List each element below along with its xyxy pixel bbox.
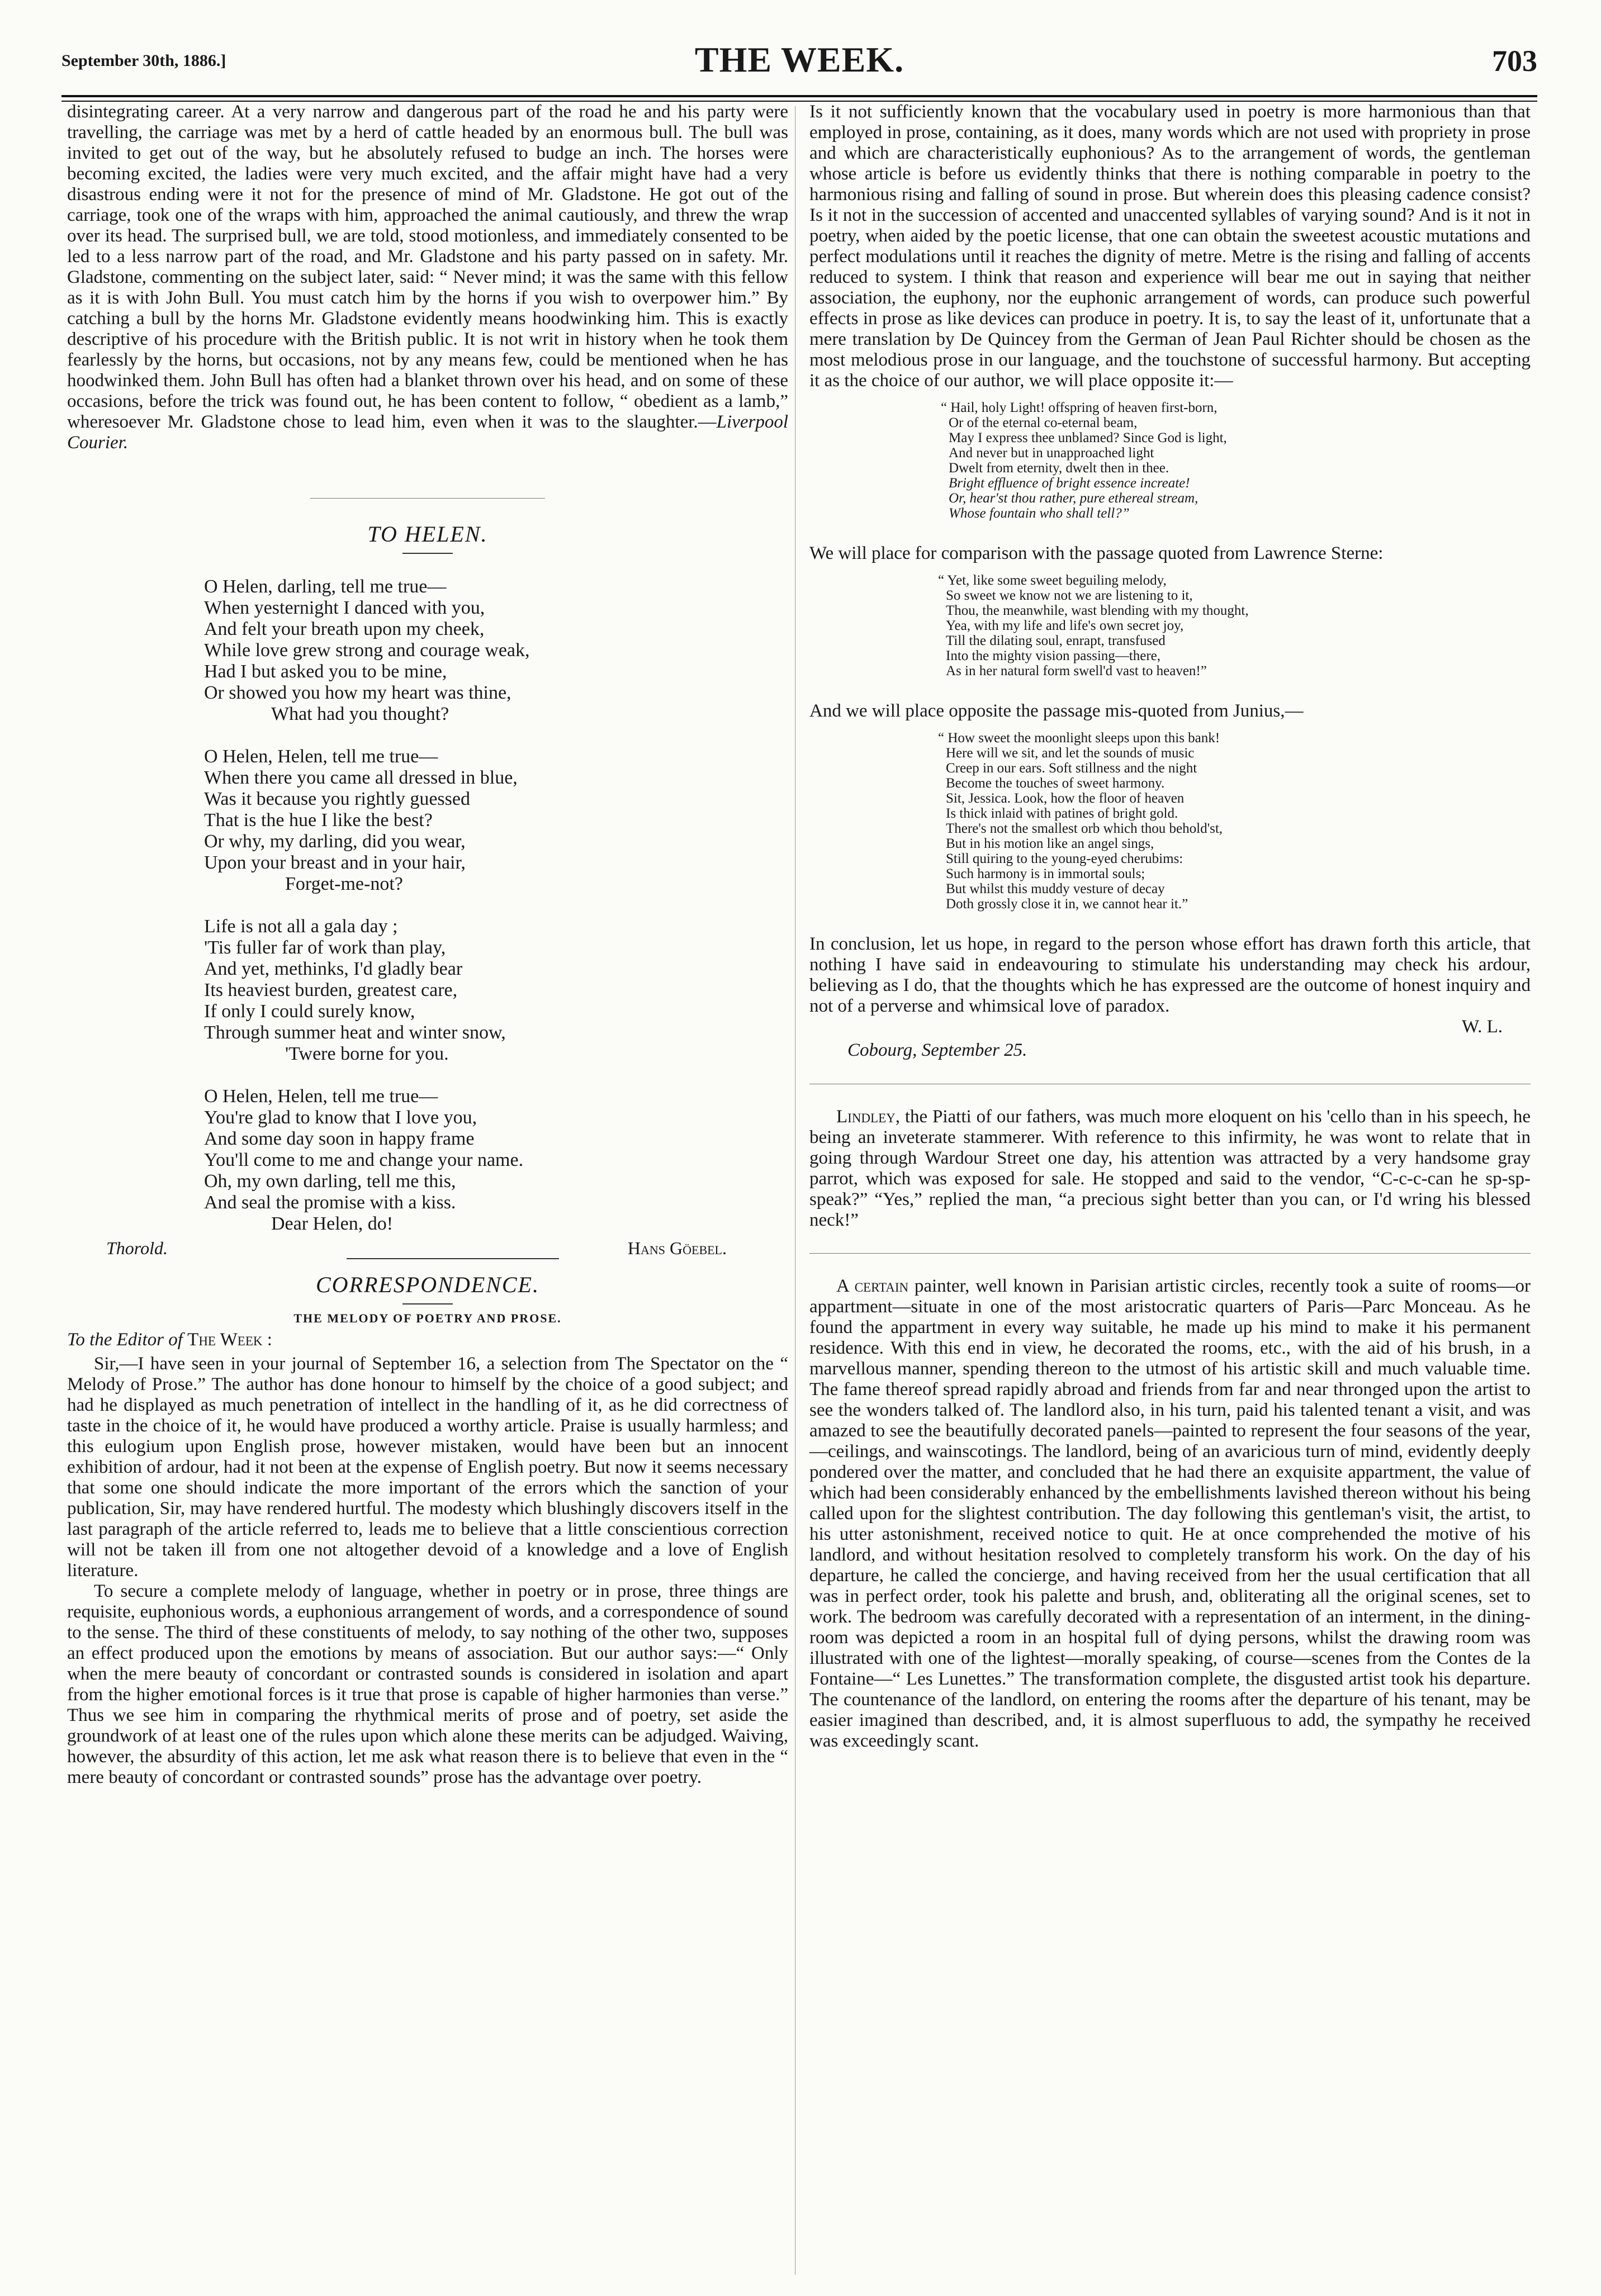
title-rule bbox=[402, 1303, 453, 1304]
quote-line: Doth grossly close it in, we cannot hear it.” bbox=[946, 896, 1188, 912]
page-number: 703 bbox=[1492, 44, 1537, 78]
quote-line: There's not the smallest orb which thou behold'st, bbox=[946, 821, 1223, 836]
quote-line: So sweet we know not we are listening to it, bbox=[946, 588, 1193, 603]
poem-line: Forget-me-not? bbox=[285, 874, 403, 894]
quote-milton bbox=[941, 400, 1531, 521]
poem-line: When yesternight I danced with you, bbox=[204, 597, 485, 618]
poem-place: Thorold. bbox=[106, 1238, 168, 1258]
quote-line: As in her natural form swell'd vast to heaven!” bbox=[946, 663, 1207, 679]
article-source: Liverpool Courier. bbox=[67, 412, 788, 453]
poem-line: Had I but asked you to be mine, bbox=[204, 661, 447, 682]
quote-line: Creep in our ears. Soft stillness and the night bbox=[946, 761, 1197, 776]
poem-line: Oh, my own darling, tell me this, bbox=[204, 1171, 456, 1192]
poem-line: Its heaviest burden, greatest care, bbox=[204, 980, 458, 1000]
poem-line: That is the hue I like the best? bbox=[204, 810, 433, 831]
poem-line: Life is not all a gala day ; bbox=[204, 916, 398, 937]
poem-line: O Helen, darling, tell me true— bbox=[204, 576, 447, 597]
quote-line: But in his motion like an angel sings, bbox=[946, 836, 1154, 851]
poem-line: And yet, methinks, I'd gladly bear bbox=[204, 959, 463, 979]
poem-line: You'll come to me and change your name. bbox=[204, 1150, 524, 1170]
quote-line: Such harmony is in immortal souls; bbox=[946, 866, 1145, 881]
header-rule-thick bbox=[61, 95, 1537, 97]
poem-line: Through summer heat and winter snow, bbox=[204, 1022, 506, 1043]
poem-line: Was it because you rightly guessed bbox=[204, 789, 470, 809]
poem-stanza bbox=[204, 1086, 788, 1235]
quote-line: “ How sweet the moonlight sleeps upon this bank! bbox=[938, 730, 1220, 746]
letter-paragraph: We will place for comparison with the passage quoted from Lawrence Sterne: bbox=[809, 543, 1384, 563]
poem-to-helen bbox=[204, 576, 788, 1235]
masthead-title: THE WEEK. bbox=[694, 40, 904, 79]
letter-salutation: To the Editor of The Week : bbox=[67, 1330, 272, 1350]
left-column bbox=[67, 102, 788, 1788]
signature-rule bbox=[347, 1258, 559, 1259]
letter-paragraph: Sir,—I have seen in your journal of September 16, a selection from The Spectator on the “ Melody of Prose.” The author has done honour to himself by the choice of a good subject; and had he displayed as much penetration of intellect in the handling of it, as he did correctness of taste in the choice of it, he would have produced a worthy article. Praise is usually harmless; and this eulogium upon English prose, however mistaken, would have been but an innocent exhibition of ardour, had it not been at the expense of English poetry. But now it seems necessary that some one should indicate the more important of the errors which the sanction of your publication, Sir, may have rendered hurtful. The modesty which blushingly discovers itself in the last paragraph of the article referred to, leads me to believe that a little conscientious correction will not be taken ill from one not altogether devoid of a knowledge and a love of English literature. bbox=[67, 1354, 788, 1581]
page-header bbox=[61, 22, 1537, 92]
painter-anecdote: A certain painter, well known in Parisian artistic circles, recently took a suite of rooms—or appartment—situate in one of the most aristocratic quarters of Paris—Parc Monceau. As he found the appartment in every way suitable, he made up his mind to make it his permanent residence. With this end in view, he decorated the rooms, etc., with the aid of his brush, in a marvellous manner, spending thereon to the utmost of his artistic skill and much valuable time. The fame thereof spread rapidly abroad and friends from far and near thronged upon the artist to see the wonders talked of. The landlord also, in his turn, paid his talented tenant a visit, and was amazed to see the beautifully decorated panels—painted to represent the four seasons of the year,—ceilings, and wainscotings. The landlord, being of an avaricious turn of mind, evidently deeply pondered over the matter, and concluded that he had there an exquisite appartment, the value of which had been considerably enhanced by the embellishments lavished thereon without his being called upon for the slightest contribution. The day following this gentleman's visit, the artist, to his utter astonishment, received notice to quit. He at once comprehended the motive of his landlord, and without hesitation resolved to completely transform his work. On the day of his departure, he called the concierge, and having received from her the usual certification that all was in perfect order, took his palette and brush, and, obliterating all the original scenes, set to work. The bedroom was carefully decorated with a representation of an interment, in the dining-room was depicted a room in an hospital full of dying persons, whilst the drawing room was illustrated with one of the lightest—morally speaking, of course—scenes from the Contes de la Fontaine—“ Les Lunettes.” The transformation complete, the disgusted artist took his departure. The countenance of the landlord, on entering the rooms after the departure of his tenant, may be easier imagined than described, and, it is almost superfluous to add, the sympathy he received was exceedingly scant. bbox=[809, 1276, 1531, 1751]
poem-line: And seal the promise with a kiss. bbox=[204, 1192, 456, 1213]
letter-subheading: THE MELODY OF POETRY AND PROSE. bbox=[293, 1311, 562, 1325]
letter-signature: W. L. bbox=[1461, 1017, 1503, 1037]
quote-line: And never but in unapproached light bbox=[949, 445, 1154, 461]
letter-paragraph: In conclusion, let us hope, in regard to the person whose effort has drawn forth this article, that nothing I have said in endeavouring to stimulate his understanding may check his ardour, believing as I do, that the thoughts which he has expressed are the outcome of honest inquiry and not of a perverse and whimsical love of paradox. bbox=[809, 934, 1531, 1016]
right-column bbox=[809, 102, 1531, 1752]
issue-date: September 30th, 1886.] bbox=[61, 51, 226, 70]
poem-line: 'Twere borne for you. bbox=[285, 1043, 449, 1064]
poem-stanza bbox=[204, 576, 788, 725]
poem-line: And felt your breath upon my cheek, bbox=[204, 619, 485, 639]
quote-line: Into the mighty vision passing—there, bbox=[946, 648, 1161, 663]
poem-line: Or showed you how my heart was thine, bbox=[204, 682, 511, 703]
poem-stanza bbox=[204, 746, 788, 895]
letter-paragraph: And we will place opposite the passage mis-quoted from Junius,— bbox=[809, 701, 1304, 721]
quote-line: Whose fountain who shall tell?” bbox=[949, 506, 1130, 521]
quote-line: Or, hear'st thou rather, pure ethereal stream, bbox=[949, 491, 1199, 506]
letter-paragraph: Is it not sufficiently known that the vocabulary used in poetry is more harmonious than that employed in prose, containing, as it does, many words which are not used with propriety in prose and which are characteristically euphonious? As to the arrangement of words, the gentleman whose article is before us evidently thinks that there is nothing comparable in poetry to the harmonious rising and falling of sound in prose. But wherein does this pleasing cadence consist? Is it not in the succession of accented and unaccented syllables of varying sound? And is it not in poetry, when aided by the poetic license, that one can obtain the sweetest acoustic mutations and perfect modulations until it reaches the dignity of metre. Metre is the rising and falling of accents reduced to system. I think that reason and experience will bear me out in saying that neither association, the euphony, nor the euphonic arrangement of words, can produce such powerful effects in prose as like devices can produce in poetry. It is, to say the least of it, unfortunate that a mere translation by De Quincey from the German of Jean Paul Richter should be chosen as the most melodious prose in our language, and the touchstone of successful harmony. But accepting it as the choice of our author, we will place opposite it:— bbox=[809, 102, 1531, 391]
quote-line: Here will we sit, and let the sounds of music bbox=[946, 746, 1195, 761]
quote-line: Yea, with my life and life's own secret joy, bbox=[946, 618, 1184, 633]
correspondence-title: CORRESPONDENCE. bbox=[316, 1272, 539, 1297]
quote-line: “ Yet, like some sweet beguiling melody, bbox=[938, 573, 1167, 588]
letter-place-date: Cobourg, September 25. bbox=[847, 1040, 1027, 1060]
quote-line: Thou, the meanwhile, wast blending with my thought, bbox=[946, 603, 1249, 618]
poem-stanza bbox=[204, 916, 788, 1065]
gladstone-article: disintegrating career. At a very narrow and dangerous part of the road he and his party were travelling, the carriage was met by a herd of cattle headed by an enormous bull. The bull was invited to get out of the way, but he absolutely refused to budge an inch. The horses were becoming excited, the ladies were very much excited, and the affair might have had a very disastrous ending were it not for the presence of mind of Mr. Gladstone. He got out of the carriage, took one of the wraps with him, approached the animal cautiously, and threw the wrap over its head. The surprised bull, we are told, stood motionless, and immediately consented to be led to a less narrow part of the road, and Mr. Gladstone and his party passed on in safety. Mr. Gladstone, commenting on the subject later, said: “ Never mind; it was the same with this fellow as it is with John Bull. You must catch him by the horns if you wish to overpower him.” By catching a bull by the horns Mr. Gladstone evidently means hoodwinking him. This is exactly descriptive of his procedure with the British public. It is not writ in history when he took them fearlessly by the horns, but occasions, not by any means few, could be mentioned when he has hoodwinked them. John Bull has often had a blanket thrown over his head, and on some of these occasions, before the trick was found out, he has been content to follow, “ obedient as a lamb,” wheresoever Mr. Gladstone chose to lead him, even when it was to the slaughter.—Liverpool Courier. bbox=[67, 102, 788, 453]
poem-line: O Helen, Helen, tell me true— bbox=[204, 746, 438, 767]
poem-line: O Helen, Helen, tell me true— bbox=[204, 1086, 438, 1107]
poem-line: While love grew strong and courage weak, bbox=[204, 640, 530, 661]
quote-shakespeare bbox=[938, 730, 1531, 912]
quote-line: Dwelt from eternity, dwelt then in thee. bbox=[949, 461, 1169, 476]
quote-line: Is thick inlaid with patines of bright gold. bbox=[946, 806, 1178, 821]
letter-paragraph: To secure a complete melody of language, whether in poetry or in prose, three things are requisite, euphonious words, a euphonious arrangement of words, and a correspondence of sound to the sense. The third of these constituents of melody, to say nothing of the other two, supposes an effect produced upon the emotions by means of association. But our author says:—“ Only when the mere beauty of concordant or contrasted sounds is considered in isolation and apart from the higher emotional forces is it true that prose is capable of higher harmonies than verse.” Thus we see him in comparing the rhythmical merits of prose and of poetry, set aside the groundwork of at least one of the rules upon which alone these merits can be adjudged. Waiving, however, the absurdity of this action, let me ask what reason there is to believe that even in the “ mere beauty of concordant or contrasted sounds” prose has the advantage over poetry. bbox=[67, 1581, 788, 1787]
poem-author: Hans Göebel. bbox=[627, 1238, 727, 1258]
quote-line: Become the touches of sweet harmony. bbox=[946, 776, 1165, 791]
poem-line: What had you thought? bbox=[271, 704, 449, 724]
quote-line: “ Hail, holy Light! offspring of heaven first-born, bbox=[941, 400, 1218, 415]
poem-signature bbox=[67, 1238, 788, 1263]
quote-line: Bright effluence of bright essence increate! bbox=[949, 476, 1190, 491]
quote-line: Sit, Jessica. Look, how the floor of heaven bbox=[946, 791, 1185, 806]
poem-line: When there you came all dressed in blue, bbox=[204, 767, 518, 788]
poem-line: Or why, my darling, did you wear, bbox=[204, 831, 466, 852]
quote-line: Still quiring to the young-eyed cherubims: bbox=[946, 851, 1183, 866]
poem-line: Dear Helen, do! bbox=[271, 1213, 394, 1234]
quote-line: But whilst this muddy vesture of decay bbox=[946, 881, 1165, 896]
poem-title: TO HELEN. bbox=[367, 521, 488, 547]
poem-line: 'Tis fuller far of work than play, bbox=[204, 937, 446, 958]
poem-line: Upon your breast and in your hair, bbox=[204, 852, 466, 873]
lindley-anecdote: Lindley, the Piatti of our fathers, was much more eloquent on his 'cello than in his speech, he being an inveterate stammerer. With reference to this infirmity, he was wont to relate that in going through Wardour Street one day, his attention was attracted by a very handsome gray parrot, which was exposed for sale. He stopped and said to the vendor, “C-c-c-can he sp-sp-speak?” “Yes,” replied the man, “a precious sight better than you can, or I'd wring his blessed neck!” bbox=[809, 1107, 1531, 1230]
quote-coleridge bbox=[938, 573, 1531, 679]
poem-line: If only I could surely know, bbox=[204, 1001, 415, 1022]
poem-line: You're glad to know that I love you, bbox=[204, 1107, 477, 1128]
letter-signature-row bbox=[809, 1017, 1531, 1039]
quote-line: Till the dilating soul, enrapt, transfused bbox=[946, 633, 1166, 648]
quote-line: May I express thee unblamed? Since God is light, bbox=[949, 430, 1227, 445]
quote-line: Or of the eternal co-eternal beam, bbox=[949, 415, 1138, 430]
poem-line: And some day soon in happy frame bbox=[204, 1128, 475, 1149]
